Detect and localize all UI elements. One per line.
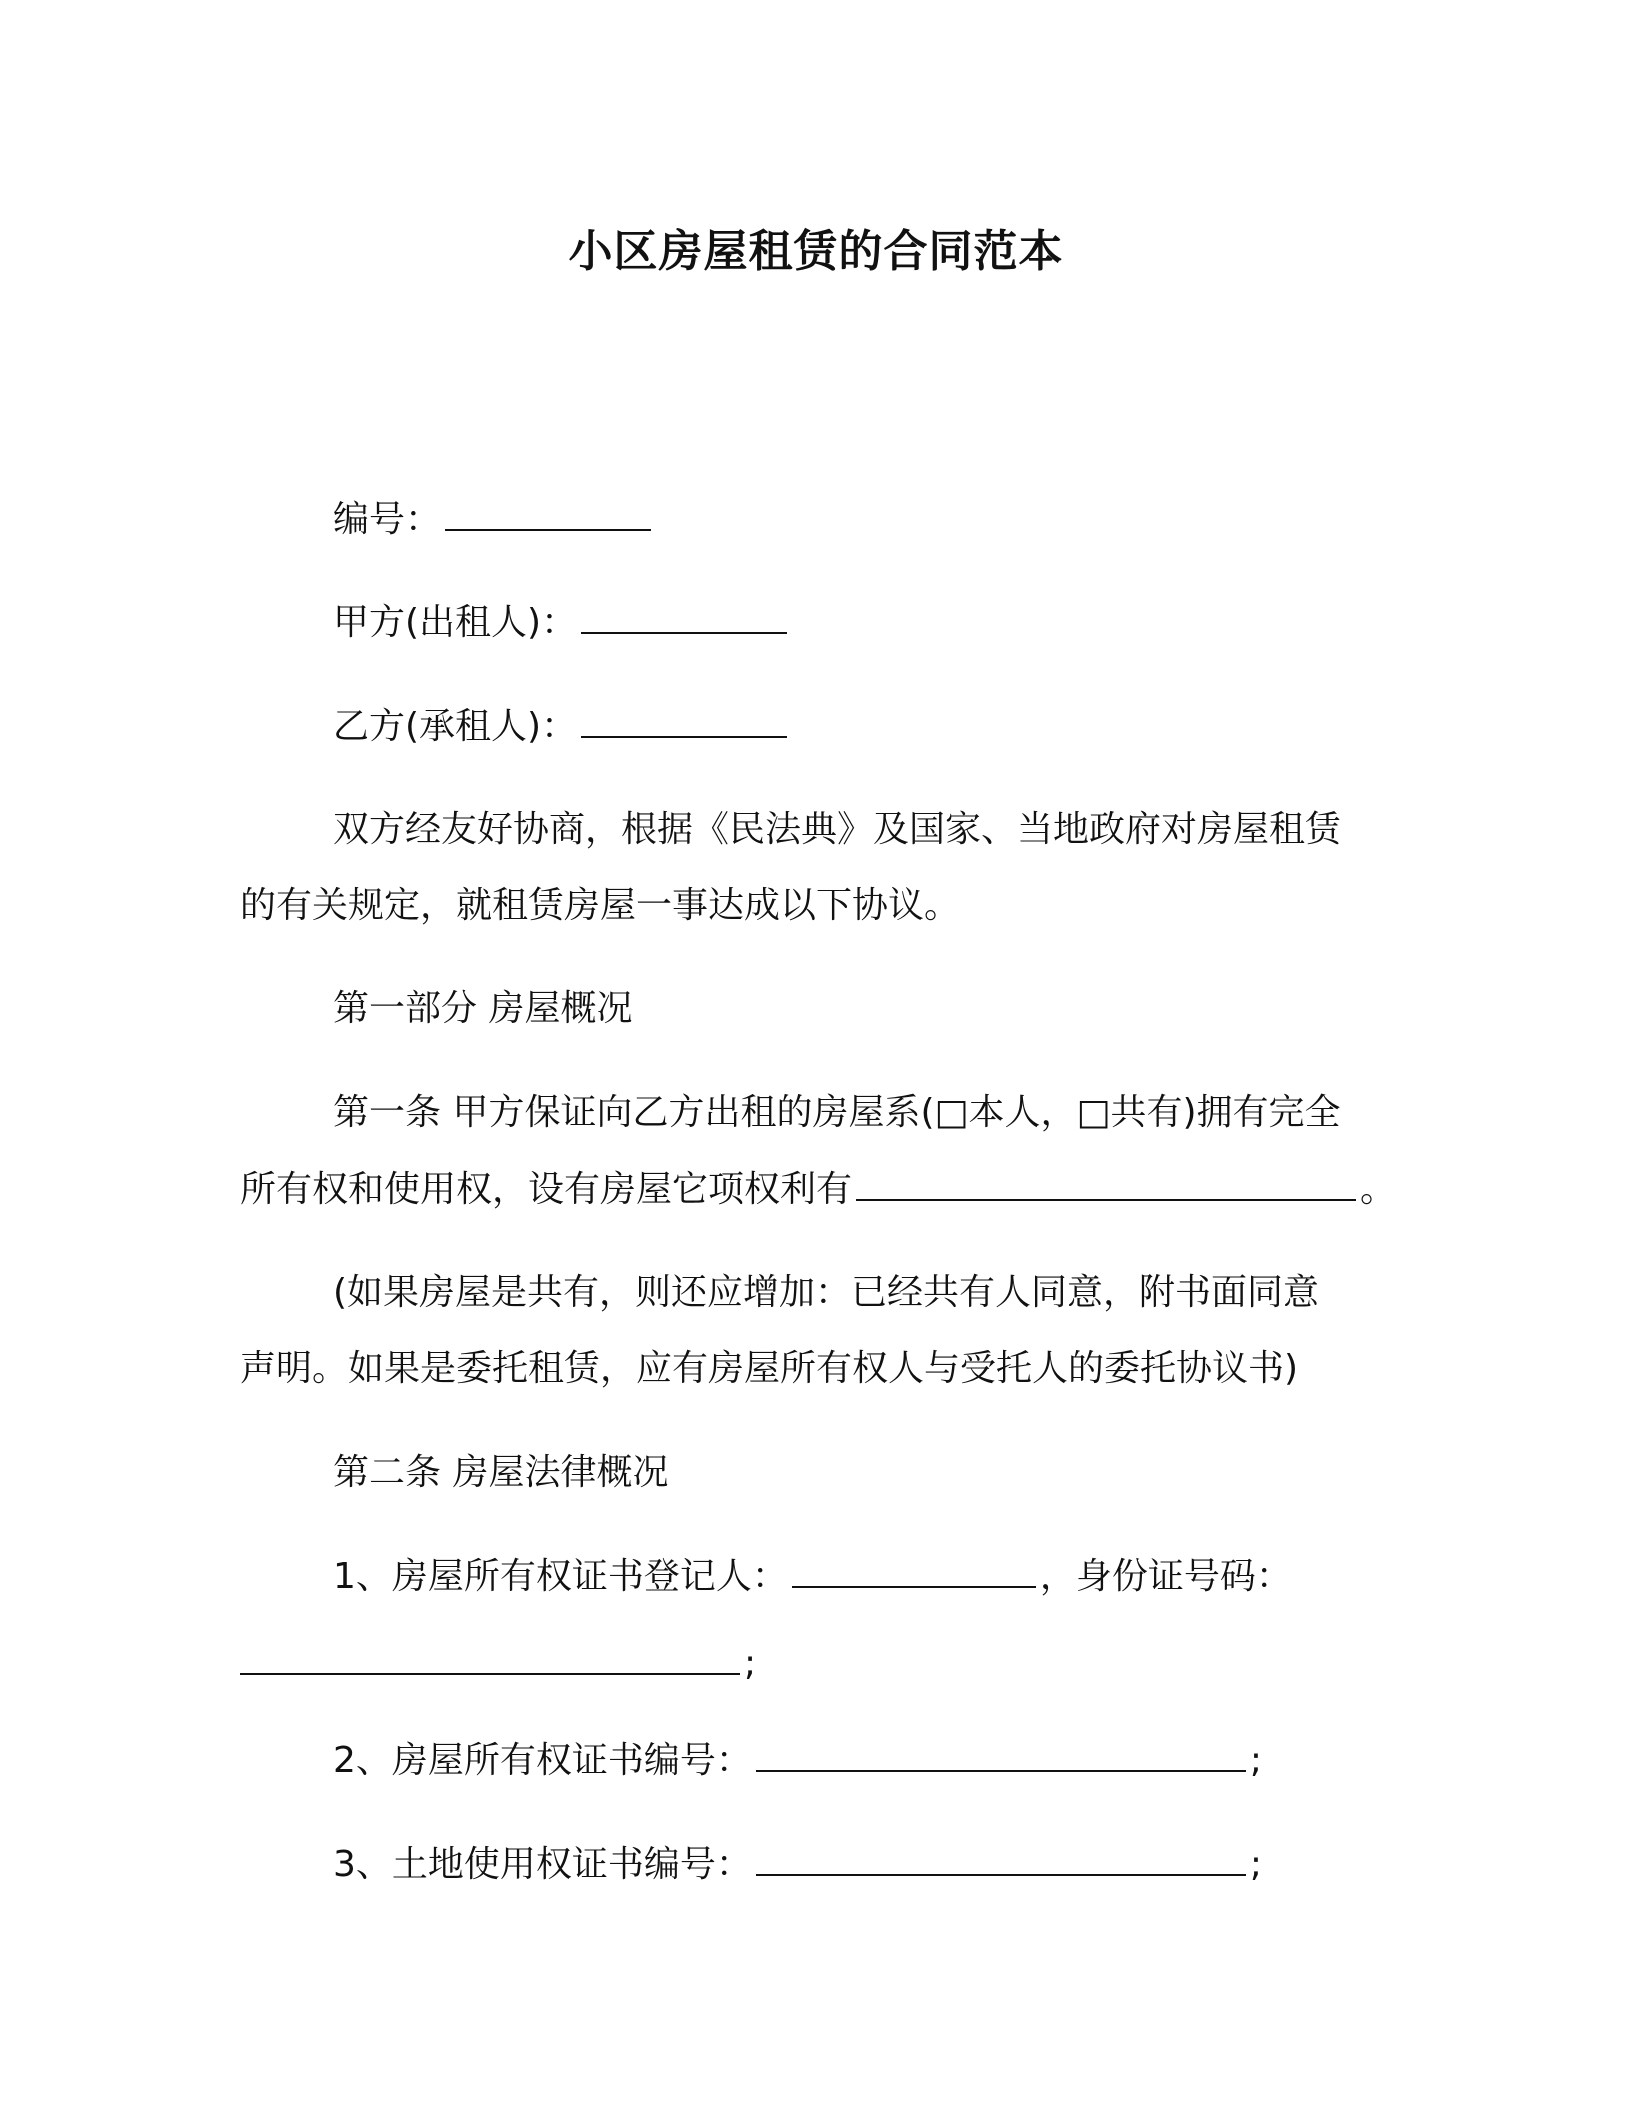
item3-end: ; — [1249, 1844, 1263, 1885]
intro-line-1: 双方经友好协商，根据《民法典》及国家、当地政府对房屋租赁 — [333, 809, 1342, 850]
part1-heading: 第一部分 房屋概况 — [333, 988, 633, 1029]
party-b-blank[interactable] — [581, 708, 787, 738]
document-title: 小区房屋租赁的合同范本 — [568, 226, 1064, 277]
intro-line-2: 的有关规定，就租赁房屋一事达成以下协议。 — [240, 885, 961, 926]
note-line-1: (如果房屋是共有，则还应增加：已经共有人同意，附书面同意 — [333, 1272, 1320, 1313]
item1-middle: ，身份证号码： — [1039, 1556, 1292, 1597]
item3-prefix: 3、土地使用权证书编号： — [333, 1844, 752, 1885]
article1-line-2 — [240, 1166, 1396, 1214]
ownership-cert-number-blank[interactable] — [756, 1742, 1246, 1772]
party-a-blank[interactable] — [581, 604, 787, 634]
land-cert-number-blank[interactable] — [756, 1846, 1246, 1876]
number-blank[interactable] — [445, 501, 651, 531]
item3-line — [333, 1841, 1262, 1889]
article1-line-1: 第一条 甲方保证向乙方出租的房屋系(□本人，□共有)拥有完全 — [333, 1092, 1341, 1133]
article1-line-2-text: 所有权和使用权，设有房屋它项权利有 — [240, 1169, 853, 1210]
registrant-blank[interactable] — [792, 1558, 1036, 1588]
party-b-label: 乙方(承租人)： — [333, 706, 578, 747]
item1-line-2 — [240, 1640, 756, 1688]
article1-line-2-end: 。 — [1360, 1169, 1397, 1210]
item2-prefix: 2、房屋所有权证书编号： — [333, 1740, 752, 1781]
item2-line — [333, 1737, 1262, 1785]
party-a-label: 甲方(出租人)： — [333, 602, 578, 643]
item1-line-1 — [333, 1553, 1292, 1601]
number-label: 编号： — [333, 499, 442, 540]
number-field — [333, 496, 655, 544]
other-rights-blank[interactable] — [856, 1171, 1356, 1201]
item1-end: ; — [744, 1643, 757, 1684]
item1-prefix: 1、房屋所有权证书登记人： — [333, 1556, 788, 1597]
note-line-2: 声明。如果是委托租赁，应有房屋所有权人与受托人的委托协议书) — [240, 1348, 1299, 1389]
id-number-blank[interactable] — [240, 1645, 740, 1675]
item2-end: ; — [1249, 1740, 1263, 1781]
article2-heading: 第二条 房屋法律概况 — [333, 1452, 669, 1493]
party-a-field — [333, 599, 791, 647]
party-b-field — [333, 703, 791, 751]
